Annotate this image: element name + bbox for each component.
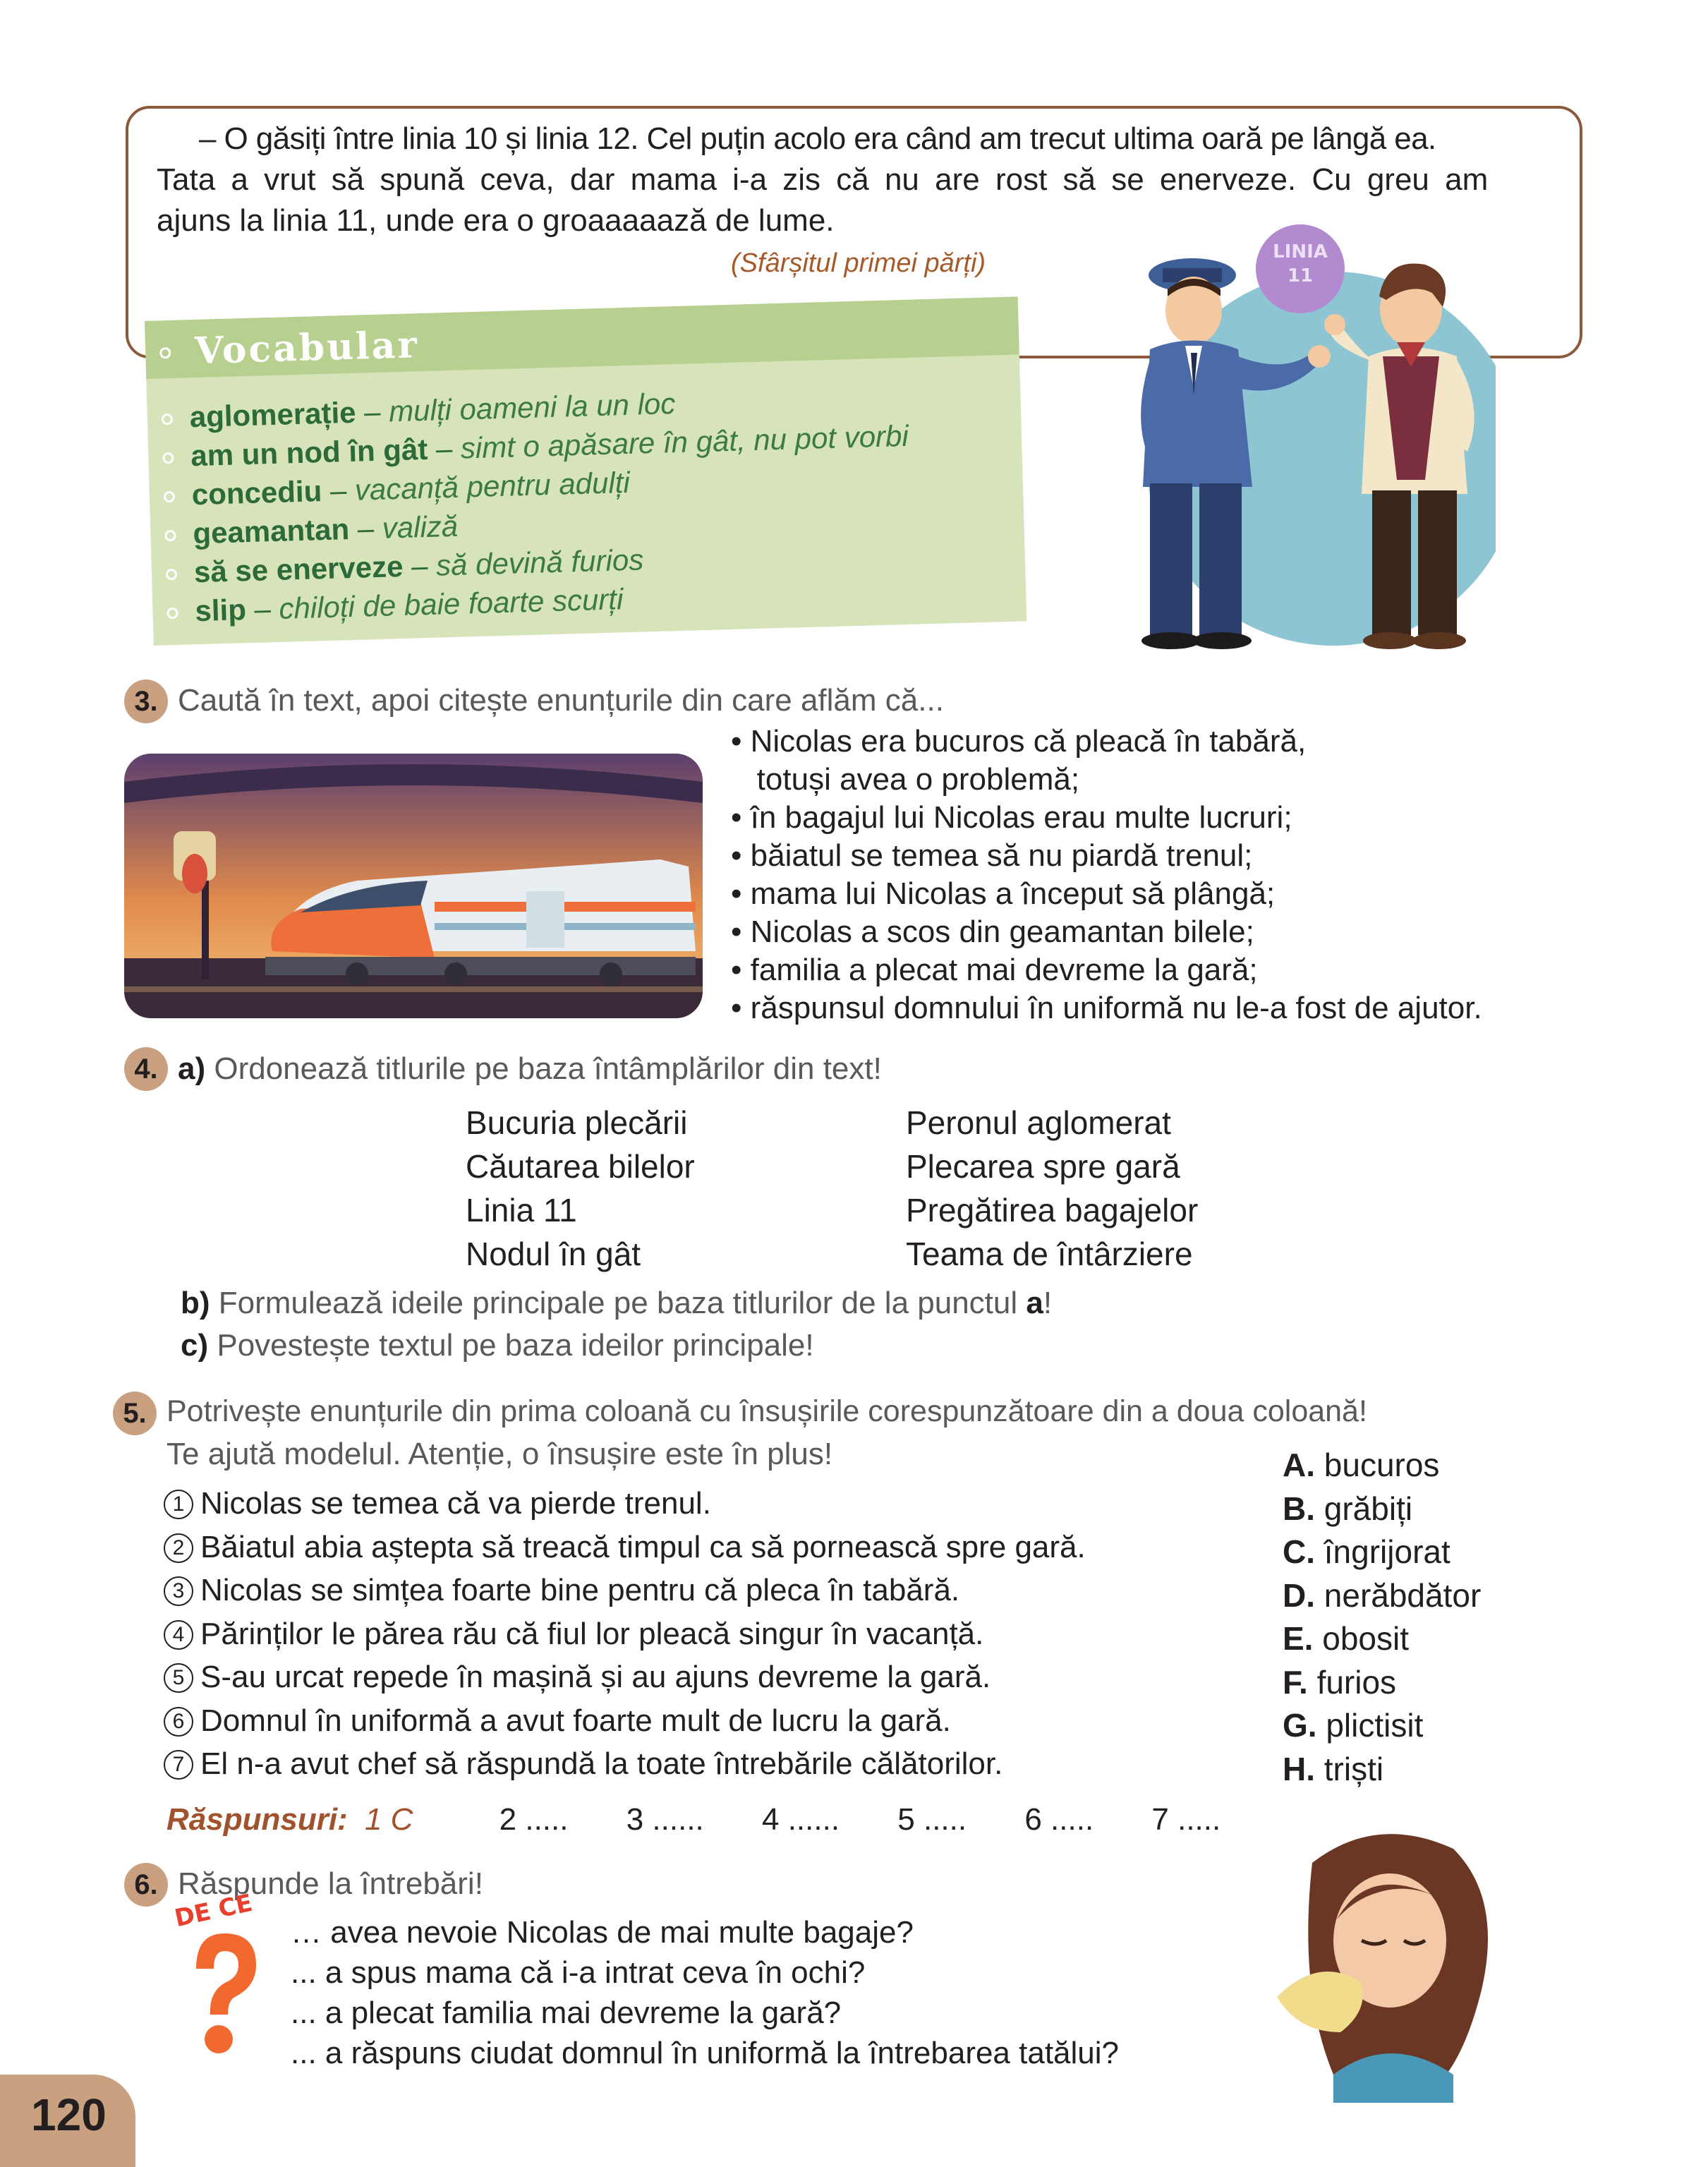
quality-item	[1283, 1661, 1481, 1705]
story-line: ajuns la linia 11, unde era o groaaaaază de lume.	[157, 203, 835, 238]
quality-letter: C.	[1283, 1533, 1315, 1570]
quality-item	[1283, 1704, 1481, 1748]
bullet-item: • Nicolas era bucuros că pleacă în tabără,	[731, 724, 1307, 759]
exercise-5-qualities	[1283, 1444, 1481, 1791]
platform-sign-line2: 11	[1287, 265, 1314, 286]
title-item: Teama de întârziere	[906, 1236, 1193, 1272]
titles-column-right	[906, 1101, 1198, 1276]
story-end-note: (Sfârșitul primei părți)	[731, 248, 986, 278]
answers-label: Răspunsuri:	[166, 1802, 348, 1837]
bullet-item: • în bagajul lui Nicolas erau multe lucruri;	[731, 800, 1292, 835]
quality-letter: F.	[1283, 1663, 1308, 1701]
answer-blank: 2 .....	[499, 1802, 569, 1837]
binder-ring-icon	[162, 452, 174, 464]
train-station-illustration	[124, 754, 703, 1018]
vocabulary-list	[189, 378, 914, 630]
sentence-item	[164, 1526, 1086, 1569]
title-item: Peronul aglomerat	[906, 1104, 1171, 1141]
vocabulary-separator: –	[402, 548, 437, 583]
quality-letter: A.	[1283, 1447, 1315, 1483]
sentence-text: Băiatul abia aștepta să treacă timpul ca să pornească spre gară.	[200, 1529, 1086, 1564]
vocabulary-term: concediu	[191, 474, 322, 512]
story-line: – O găsiți între linia 10 și linia 12. Cel puțin acolo era când am trecut ultima oară pe lângă ea.	[199, 121, 1436, 156]
vocabulary-term: aglomerație	[189, 395, 357, 434]
vocabulary-definition: vacanță pentru adulți	[354, 465, 631, 507]
quality-letter: H.	[1283, 1750, 1315, 1787]
sentence-text: Nicolas se temea că va pierde trenul.	[200, 1486, 711, 1521]
story-text	[157, 119, 1550, 241]
exercise-6-questions	[291, 1912, 1119, 2073]
quality-letter: E.	[1283, 1620, 1314, 1657]
binder-ring-icon	[164, 491, 175, 502]
binder-ring-icon	[166, 608, 178, 619]
page-number: 120	[31, 2089, 107, 2140]
answers-row	[166, 1802, 1221, 1837]
title-item: Plecarea spre gară	[906, 1148, 1180, 1185]
answer-blank: 4 ......	[762, 1802, 840, 1837]
bullet-item: • răspunsul domnului în uniformă nu le-a fost de ajutor.	[731, 991, 1482, 1025]
question-mark-icon	[168, 1912, 274, 2068]
sentence-number: 5	[164, 1663, 193, 1693]
sentence-number: 6	[164, 1707, 193, 1737]
exercise-4b-bold: a	[1026, 1286, 1043, 1320]
vocabulary-definition: valiză	[382, 509, 459, 545]
sentence-item	[164, 1742, 1086, 1786]
sentence-item	[164, 1569, 1086, 1612]
answer-blank: 6 .....	[1024, 1802, 1094, 1837]
title-item: Linia 11	[466, 1192, 577, 1229]
sentence-item	[164, 1612, 1086, 1656]
quality-item	[1283, 1531, 1481, 1574]
vocabulary-definition: mulți oameni la un loc	[388, 387, 676, 428]
sentence-text: Nicolas se simțea foarte bine pentru că pleca în tabără.	[200, 1573, 960, 1607]
answer-example: 1 C	[364, 1802, 413, 1837]
quality-item	[1283, 1748, 1481, 1792]
quality-word: obosit	[1322, 1620, 1409, 1657]
exercise-4c-label: c)	[181, 1328, 209, 1363]
question-item: ... a plecat familia mai devreme la gară?	[291, 1996, 842, 2030]
vocabulary-separator: –	[349, 511, 383, 546]
title-item: Căutarea bilelor	[466, 1148, 695, 1185]
exercise-3-bullet-list	[731, 723, 1482, 1027]
quality-word: triști	[1324, 1750, 1384, 1787]
vocabulary-definition: să devină furios	[435, 543, 644, 582]
exercise-4a-text: Ordonează titlurile pe baza întâmplărilor din text!	[205, 1051, 882, 1086]
vocabulary-term: slip	[194, 593, 247, 628]
exercise-4c-text: Povestește textul pe baza ideilor principale!	[208, 1328, 814, 1363]
crying-mother-illustration	[1270, 1821, 1503, 2103]
exercise-6-prompt: Răspunde la întrebări!	[178, 1866, 483, 1901]
sentence-text: El n-a avut chef să răspundă la toate întrebările călătorilor.	[200, 1746, 1003, 1781]
platform-sign-text	[1256, 240, 1345, 288]
titles-column-left	[466, 1101, 695, 1276]
title-item: Bucuria plecării	[466, 1104, 688, 1141]
exercise-6-badge: 6.	[124, 1863, 168, 1907]
quality-word: plictisit	[1326, 1707, 1424, 1744]
exercise-3-prompt: Caută în text, apoi citește enunțurile din care aflăm că...	[178, 683, 944, 718]
exercise-4a-prompt	[178, 1051, 882, 1087]
quality-letter: D.	[1283, 1576, 1315, 1614]
sentence-number: 2	[164, 1533, 193, 1563]
exercise-3-badge: 3.	[124, 680, 168, 723]
binder-ring-icon	[162, 414, 173, 425]
sentence-text: S-au urcat repede în mașină și au ajuns devreme la gară.	[200, 1660, 991, 1694]
quality-letter: G.	[1283, 1707, 1317, 1744]
exercise-4a-label: a)	[178, 1051, 206, 1086]
question-item: ... a spus mama că i-a intrat ceva în ochi?	[291, 1955, 866, 1990]
exercise-4b-text: Formulează ideile principale pe baza titlurilor de la punctul	[210, 1286, 1026, 1320]
exercise-4b-end: !	[1043, 1286, 1053, 1320]
answer-blank: 5 .....	[897, 1802, 967, 1837]
quality-item	[1283, 1487, 1481, 1531]
sentence-number: 4	[164, 1620, 193, 1650]
quality-word: îngrijorat	[1324, 1533, 1450, 1570]
bullet-item: • familia a plecat mai devreme la gară;	[731, 953, 1258, 987]
de-ce-label: DE CE	[172, 1888, 255, 1933]
question-item: … avea nevoie Nicolas de mai multe bagaje?	[291, 1915, 914, 1950]
sentence-number: 1	[164, 1490, 193, 1519]
vocabulary-separator: –	[355, 394, 389, 429]
quality-item	[1283, 1574, 1481, 1618]
sentence-item	[164, 1482, 1086, 1526]
bullet-item: • Nicolas a scos din geamantan bilele;	[731, 915, 1254, 949]
bullet-item: totuși avea o problemă;	[731, 762, 1080, 797]
exercise-5-prompt-line2: Te ajută modelul. Atenție, o însușire este în plus!	[166, 1437, 833, 1471]
vocabulary-title: Vocabular	[194, 323, 420, 373]
vocabulary-separator: –	[321, 473, 356, 508]
quality-word: bucuros	[1324, 1447, 1440, 1483]
exercise-4c-prompt	[181, 1328, 814, 1363]
sentence-item	[164, 1699, 1086, 1743]
bullet-item: • băiatul se temea să nu piardă trenul;	[731, 838, 1253, 873]
exercise-5-sentences	[164, 1482, 1086, 1786]
vocabulary-box	[145, 296, 1026, 645]
exercise-4b-label: b)	[181, 1286, 210, 1320]
exercise-4-badge: 4.	[124, 1047, 168, 1091]
vocabulary-definition: chiloți de baie foarte scurți	[278, 582, 624, 625]
answer-blank: 7 .....	[1151, 1802, 1221, 1837]
exercise-4b-prompt	[181, 1286, 1052, 1321]
answer-blank: 3 ......	[626, 1802, 704, 1837]
title-item: Nodul în gât	[466, 1236, 641, 1272]
sentence-number: 3	[164, 1576, 193, 1606]
story-line: Tata a vrut să spună ceva, dar mama i-a zis că nu are rost să se enerveze. Cu greu am	[157, 162, 1489, 197]
title-item: Pregătirea bagajelor	[906, 1192, 1199, 1229]
sentence-text: Părinților le părea rău că fiul lor pleacă singur în vacanță.	[200, 1616, 984, 1651]
sentence-text: Domnul în uniformă a avut foarte mult de lucru la gară.	[200, 1703, 951, 1738]
quality-word: grăbiți	[1324, 1490, 1413, 1527]
binder-ring-icon	[166, 569, 177, 580]
quality-word: nerăbdător	[1324, 1576, 1482, 1614]
quality-word: furios	[1316, 1663, 1397, 1701]
exercise-5-badge: 5.	[113, 1392, 157, 1435]
quality-letter: B.	[1283, 1490, 1315, 1527]
platform-sign-line1: LINIA	[1273, 241, 1328, 262]
vocabulary-term: geamantan	[192, 512, 350, 550]
vocabulary-separator: –	[427, 431, 461, 466]
exercise-5-prompt-line1: Potrivește enunțurile din prima coloană cu însușirile corespunzătoare din a doua coloană!	[166, 1394, 1367, 1428]
bullet-item: • mama lui Nicolas a început să plângă;	[731, 876, 1276, 911]
quality-item	[1283, 1617, 1481, 1661]
sentence-item	[164, 1655, 1086, 1699]
sentence-number: 7	[164, 1750, 193, 1780]
vocabulary-separator: –	[246, 591, 280, 627]
vocabulary-term: să se enerveze	[193, 549, 404, 589]
vocabulary-term: am un nod în gât	[190, 432, 428, 473]
vocabulary-definition: simt o apăsare în gât, nu pot vorbi	[460, 418, 909, 465]
quality-item	[1283, 1444, 1481, 1487]
question-item: ... a răspuns ciudat domnul în uniformă la întrebarea tatălui?	[291, 2036, 1120, 2070]
binder-ring-icon	[164, 530, 176, 541]
